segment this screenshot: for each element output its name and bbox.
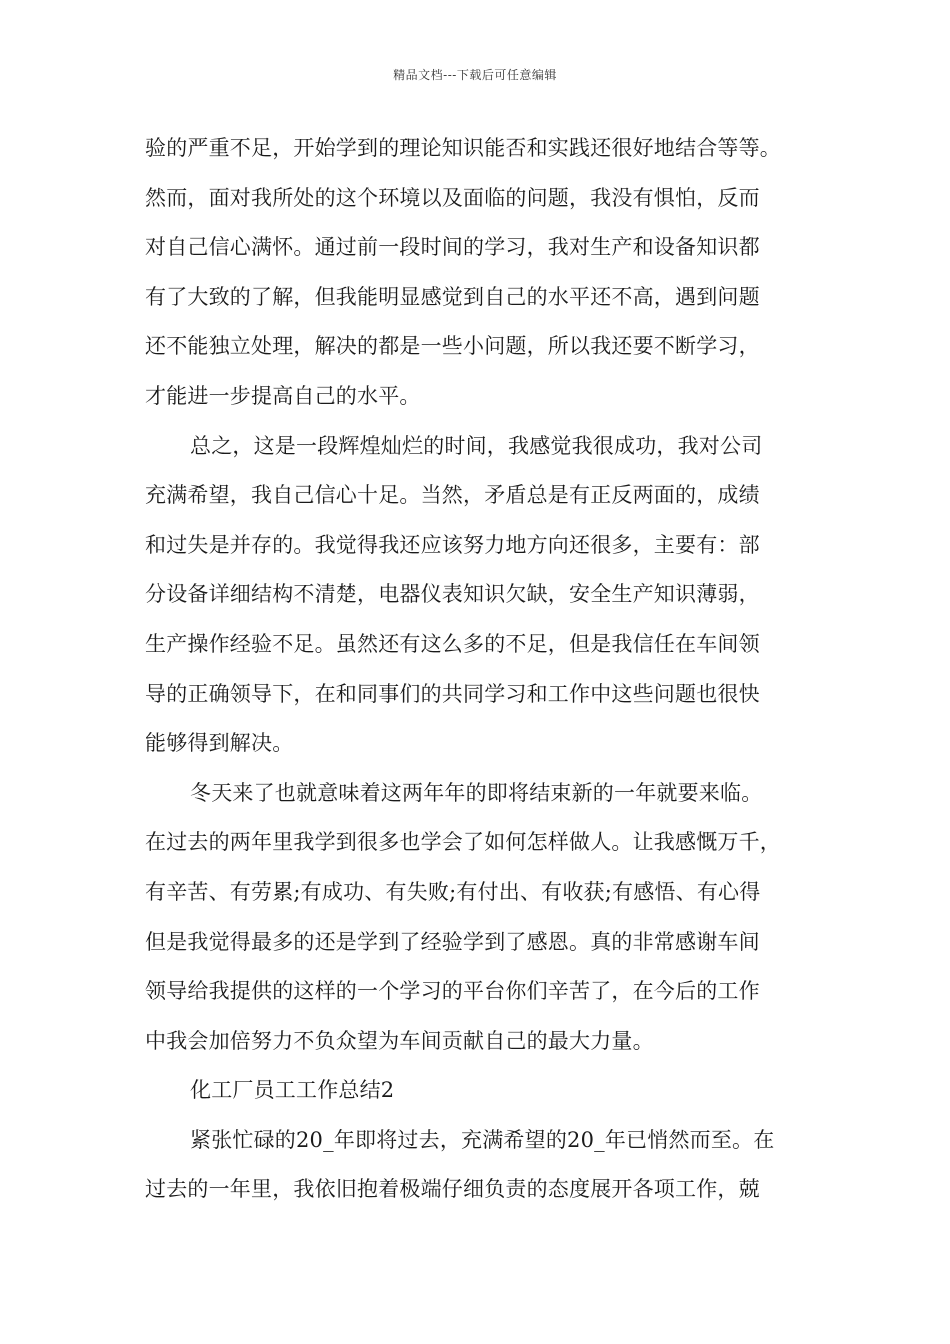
body-line: 有辛苦、有劳累;有成功、有失败;有付出、有收获;有感悟、有心得 [145, 879, 761, 904]
body-line: 中我会加倍努力不负众望为车间贡献自己的最大力量。 [145, 1028, 654, 1053]
page-header: 精品文档---下载后可任意编辑 [393, 68, 557, 82]
body-line: 导的正确领导下，在和同事们的共同学习和工作中这些问题也很快 [145, 681, 760, 706]
paragraph-start-line: 冬天来了也就意味着这两年年的即将结束新的一年就要来临。 [190, 780, 763, 805]
body-line: 能够得到解决。 [145, 731, 294, 756]
body-line: 对自己信心满怀。通过前一段时间的学习，我对生产和设备知识都 [145, 235, 760, 260]
paragraph-start-line: 总之，这是一段辉煌灿烂的时间，我感觉我很成功，我对公司 [190, 433, 763, 458]
paragraph-start-line: 紧张忙碌的20_年即将过去，充满希望的20_年已悄然而至。在 [190, 1127, 775, 1152]
body-line: 分设备详细结构不清楚，电器仪表知识欠缺，安全生产知识薄弱， [145, 582, 760, 607]
section-title: 化工厂员工工作总结2 [190, 1078, 395, 1103]
body-line: 然而，面对我所处的这个环境以及面临的问题，我没有惧怕，反而 [145, 185, 760, 210]
body-line: 才能进一步提高自己的水平。 [145, 383, 421, 408]
body-line: 有了大致的了解，但我能明显感觉到自己的水平还不高，遇到问题 [145, 284, 760, 309]
body-line: 和过失是并存的。我觉得我还应该努力地方向还很多，主要有：部 [145, 532, 760, 557]
body-line: 充满希望，我自己信心十足。当然，矛盾总是有正反两面的，成绩 [145, 483, 760, 508]
body-line: 还不能独立处理，解决的都是一些小问题，所以我还要不断学习， [145, 334, 760, 359]
body-line: 但是我觉得最多的还是学到了经验学到了感恩。真的非常感谢车间 [145, 929, 760, 954]
document-body [145, 128, 825, 1219]
body-line: 领导给我提供的这样的一个学习的平台你们辛苦了，在今后的工作 [145, 979, 760, 1004]
body-line: 验的严重不足，开始学到的理论知识能否和实践还很好地结合等等。 [145, 136, 781, 160]
body-line: 生产操作经验不足。虽然还有这么多的不足，但是我信任在车间领 [145, 631, 760, 656]
body-line: 过去的一年里，我依旧抱着极端仔细负责的态度展开各项工作，兢 [145, 1177, 760, 1202]
body-line: 在过去的两年里我学到很多也学会了如何怎样做人。让我感慨万千， [145, 830, 781, 855]
